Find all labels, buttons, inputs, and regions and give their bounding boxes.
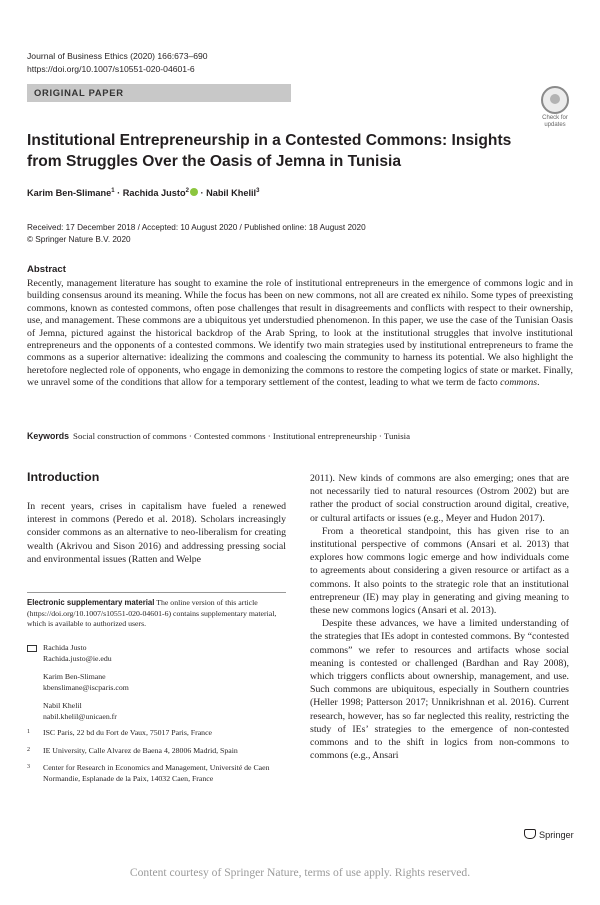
affiliations — [27, 728, 286, 791]
contact-email[interactable]: kbenslimane@iscparis.com — [43, 682, 129, 692]
keywords-text: Social construction of commons · Contested commons · Institutional entrepreneurship · Tunisia — [73, 431, 410, 441]
author-affiliation-mark: 2 — [185, 188, 189, 194]
affiliation-entry — [27, 728, 286, 739]
page-footer-notice: Content courtesy of Springer Nature, terms of use apply. Rights reserved. — [129, 866, 471, 879]
publisher-logo — [524, 829, 574, 840]
contact-entry — [27, 672, 286, 693]
author-name[interactable]: Rachida Justo — [122, 188, 186, 199]
article-type-band — [27, 84, 291, 102]
author-contacts — [27, 643, 286, 731]
contact-entry — [27, 701, 286, 722]
author-separator: · — [114, 188, 123, 199]
abstract-heading: Abstract — [27, 264, 66, 275]
body-paragraph: 2011). New kinds of commons are also emerging; ones that are not necessarily tied to natural resources (Ostrom 2002) but are rather the product of social construction around digital, creative, or cultural artifacts or issues (e.g., Meyer and Hudon 2017). — [310, 473, 569, 524]
article-title: Institutional Entrepreneurship in a Contested Commons: Insights from Struggles Over the Oasis of Jemna in Tunisia — [27, 132, 512, 170]
affiliation-number: 3 — [27, 764, 30, 771]
abstract-text: Recently, management literature has sought to examine the role of institutional entrepreneurs in the emergence of commons logic and in building consensus around its meaning. While the focus has been on new commons, not all are created ex nihilo. Some types of preexisting commons, known as contested commons, often pose challenges that result in disagreements and conflicts with respect to their ownership, use, and management. These commons are a ubiquitous yet understudied phenomenon. In this paper, we use the case of the Tunisian Oasis of Jemna, pictured against the historical backdrop of the Arab Spring, to look at the institutional struggles that involve institutional entrepreneurs and the opponents of a contested commons. We identify two main strategies used by institutional entrepreneurs to frame the commons as a superior alternative: idealizing the commons and coalescing the community to harness its potential. We also highlight the heretofore neglected role of opponents, who engage in demonizing the commons to restore the competing logics of state or market. Finally, we unravel some of the conditions that allow for a temporary settlement of the contest, leading to what we term de facto commons. — [27, 278, 573, 389]
contact-name: Karim Ben-Slimane — [43, 672, 106, 682]
affiliation-entry — [27, 763, 286, 784]
contact-email[interactable]: Rachida.justo@ie.edu — [43, 653, 112, 663]
author-affiliation-mark: 1 — [111, 188, 115, 194]
esm-label: Electronic supplementary material — [27, 598, 155, 607]
keywords-label: Keywords — [27, 431, 70, 441]
affiliation-entry — [27, 746, 286, 757]
affiliation-text: Center for Research in Economics and Management, Université de Caen Normandie, Esplanade de la Paix, 14032 Caen, France — [43, 763, 270, 783]
keywords-line — [27, 431, 573, 441]
esm-text: The online version of this article (https://doi.org/10.1007/s10551-020-04601-6) contains supplementary material, which is available to authorized users. — [27, 598, 277, 629]
right-column-body — [310, 472, 569, 762]
affiliation-number: 1 — [27, 729, 30, 735]
article-type-label: ORIGINAL PAPER — [34, 87, 124, 98]
body-paragraph: Despite these advances, we have a limited understanding of the strategies that IEs adopt in contested commons. By “contested commons” we refer to resources and artifacts whose social meaning is contested or challenged (Bardhan and Ray 2008), which triggers conflicts about ownership, management, and use. Such commons are ubiquitous, especially in Southern countries (Heller 1998; Patterson 2017; Unnikrishnan et al. 2016). Current research, however, has so far neglected this reality, restricting the study of IEs’ strategies to the emergence of non-contested commons and to the shift in logics from non-commons to commons (e.g., Ansari — [310, 618, 569, 762]
check-updates-icon — [541, 86, 569, 114]
orcid-icon[interactable] — [190, 188, 198, 196]
supplementary-material-note — [27, 598, 286, 630]
copyright-line: © Springer Nature B.V. 2020 — [27, 235, 131, 244]
publication-dates — [27, 222, 366, 246]
left-column-body — [27, 500, 286, 566]
history-dates: Received: 17 December 2018 / Accepted: 10 August 2020 / Published online: 18 August 2020 — [27, 223, 366, 232]
contact-name: Nabil Khelil — [43, 701, 82, 711]
author-list — [27, 188, 259, 198]
affiliation-text: ISC Paris, 22 bd du Fort de Vaux, 75017 Paris, France — [43, 728, 212, 737]
section-heading-introduction: Introduction — [27, 470, 100, 484]
author-name[interactable]: Nabil Khelil — [206, 188, 257, 199]
affiliation-number: 2 — [27, 746, 30, 753]
journal-citation: Journal of Business Ethics (2020) 166:673–690 — [27, 51, 208, 61]
author-affiliation-mark: 3 — [256, 188, 260, 194]
check-updates-label: Check for updates — [542, 115, 568, 128]
springer-horse-icon — [524, 829, 536, 839]
check-for-updates-badge[interactable] — [534, 86, 576, 128]
affiliation-text: IE University, Calle Alvarez de Baena 4, 28006 Madrid, Spain — [43, 745, 238, 755]
journal-doi[interactable]: https://doi.org/10.1007/s10551-020-04601-6 — [27, 63, 195, 74]
footnote-divider — [27, 592, 286, 593]
body-paragraph: From a theoretical standpoint, this has given rise to an institutional perspective of commons (Ansari et al. 2013) that explores how commons logic emerge and how individuals come to agreements about considering a given resource or artifact as a commons. It also points to the strategic role that an institutional entrepreneur (IE) may play in generating and giving meaning to these new commons logics (Ansari et al. 2013). — [310, 525, 569, 617]
contact-email[interactable]: nabil.khelil@unicaen.fr — [43, 711, 117, 721]
contact-name: Rachida Justo — [43, 643, 87, 652]
body-paragraph: In recent years, crises in capitalism have fueled a renewed interest in commons (Peredo et al. 2018). Scholars increasingly consider commons as an alternative to neo-liberalism for creating wealth (Akrivou and Sison 2016) and addressing pressing social and environmental issues (Ratten and Welpe — [27, 501, 286, 565]
publisher-name: Springer — [539, 830, 574, 840]
author-name[interactable]: Karim Ben-Slimane — [27, 188, 112, 199]
journal-header — [27, 50, 208, 75]
contact-entry — [27, 643, 286, 664]
author-separator: · — [197, 188, 207, 199]
envelope-icon — [27, 645, 37, 652]
